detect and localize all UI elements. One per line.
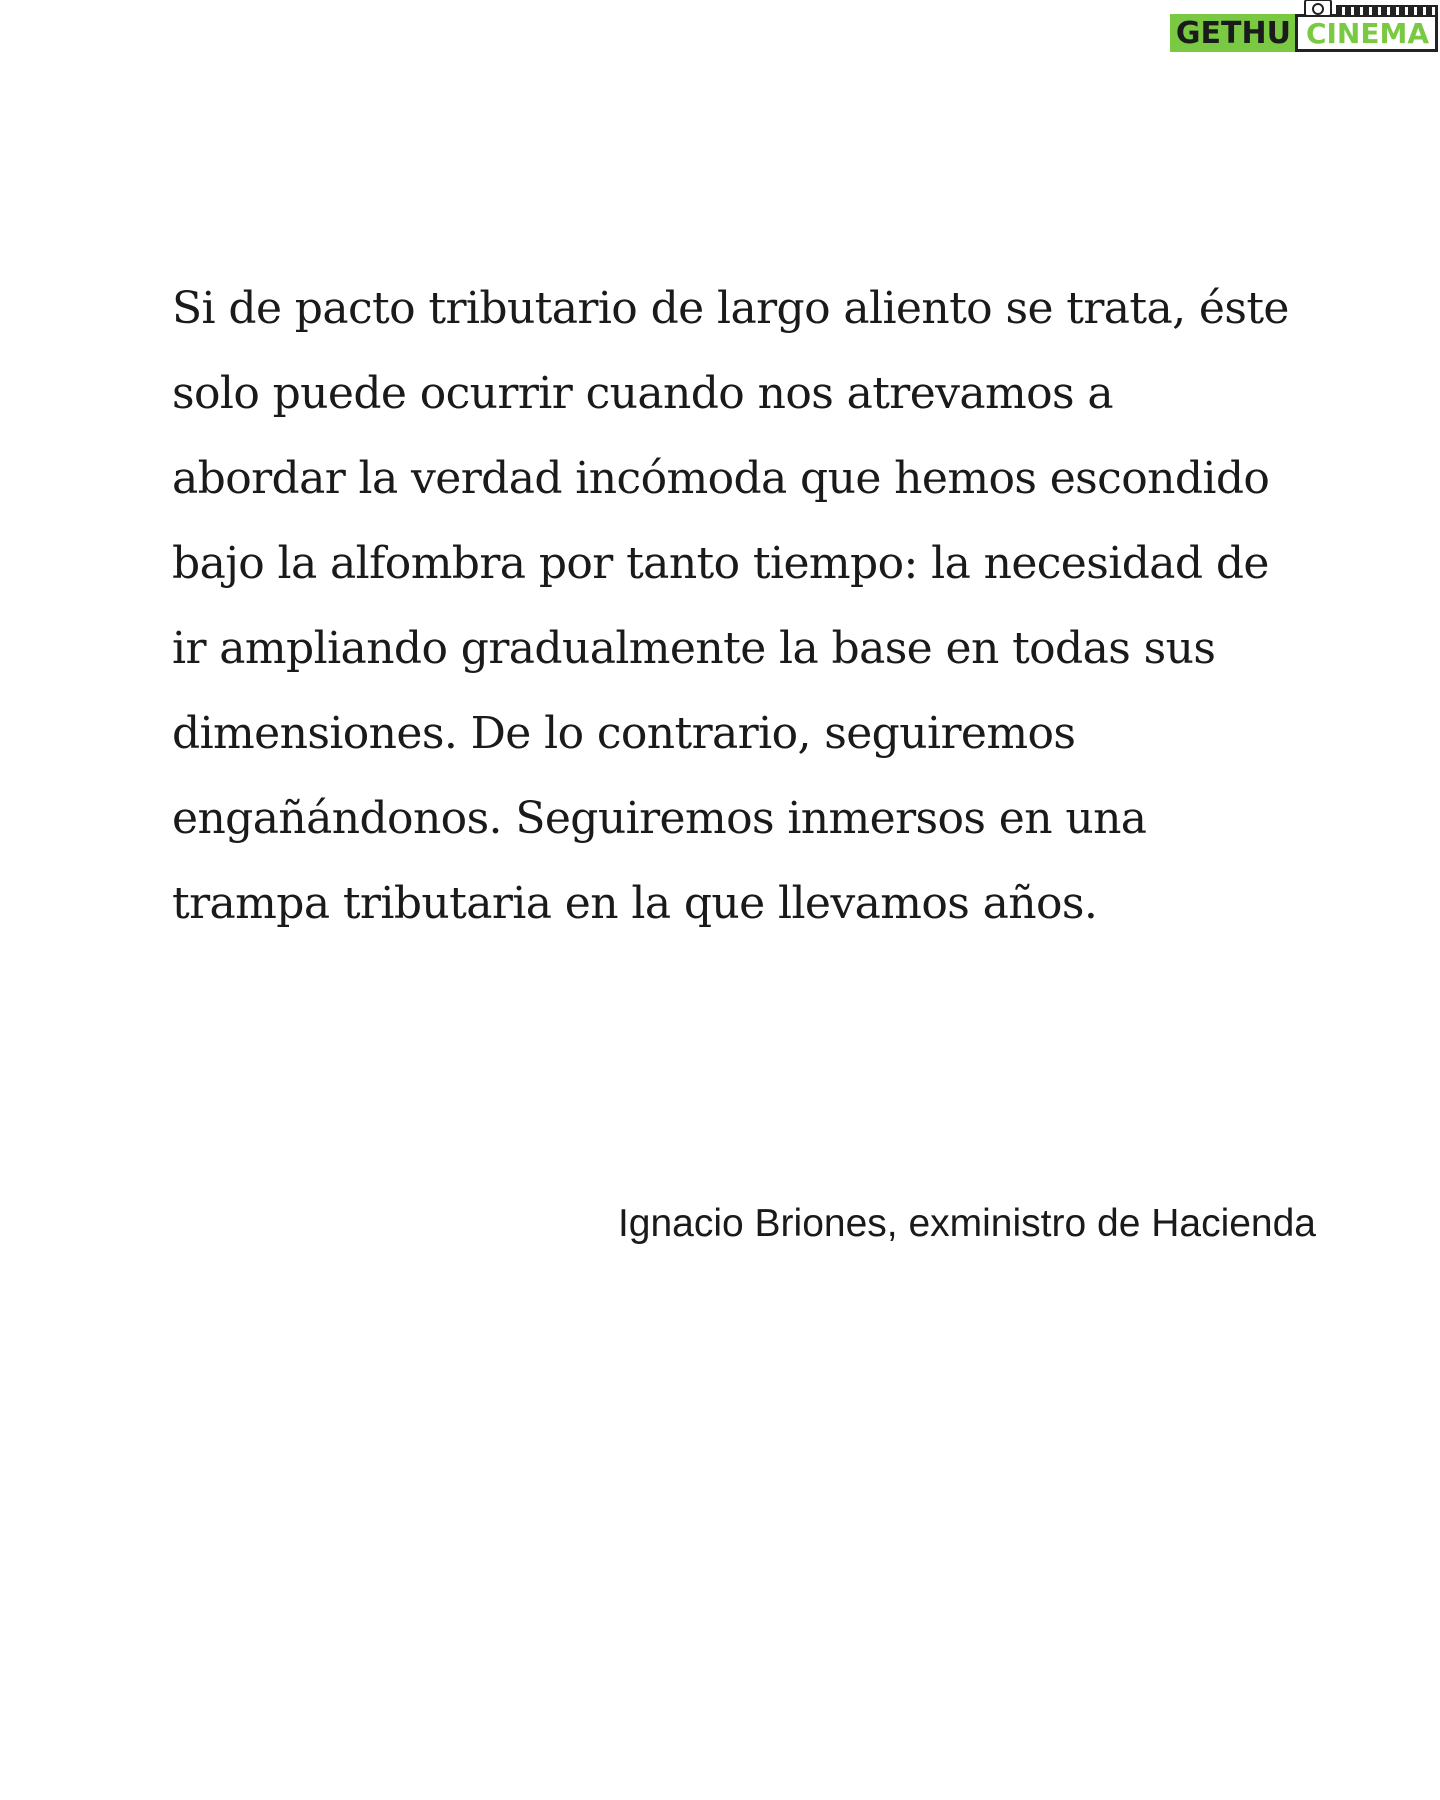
quote-attribution: Ignacio Briones, exministro de Hacienda bbox=[617, 1202, 1316, 1245]
quote-line: trampa tributaria en la que llevamos años. bbox=[172, 878, 1098, 929]
logo-text-cinema: CINEMA bbox=[1305, 16, 1429, 50]
quote-line: solo puede ocurrir cuando nos atrevamos a bbox=[172, 368, 1114, 419]
camera-icon bbox=[1304, 0, 1332, 17]
gethu-cinema-logo bbox=[1170, 8, 1438, 58]
quote-line: Si de pacto tributario de largo aliento se trata, éste bbox=[172, 283, 1289, 334]
film-strip-icon bbox=[1336, 5, 1438, 15]
quote-line: ir ampliando gradualmente la base en todas sus bbox=[172, 623, 1216, 674]
logo-text-gethu: GETHU bbox=[1170, 14, 1295, 52]
logo-text-cinema-box bbox=[1295, 14, 1438, 52]
quote-text bbox=[172, 266, 1289, 946]
quote-line: engañándonos. Seguiremos inmersos en una bbox=[172, 793, 1147, 844]
quote-line: bajo la alfombra por tanto tiempo: la necesidad de bbox=[172, 538, 1269, 589]
quote-line: abordar la verdad incómoda que hemos escondido bbox=[172, 453, 1270, 504]
quote-line: dimensiones. De lo contrario, seguiremos bbox=[172, 708, 1076, 759]
